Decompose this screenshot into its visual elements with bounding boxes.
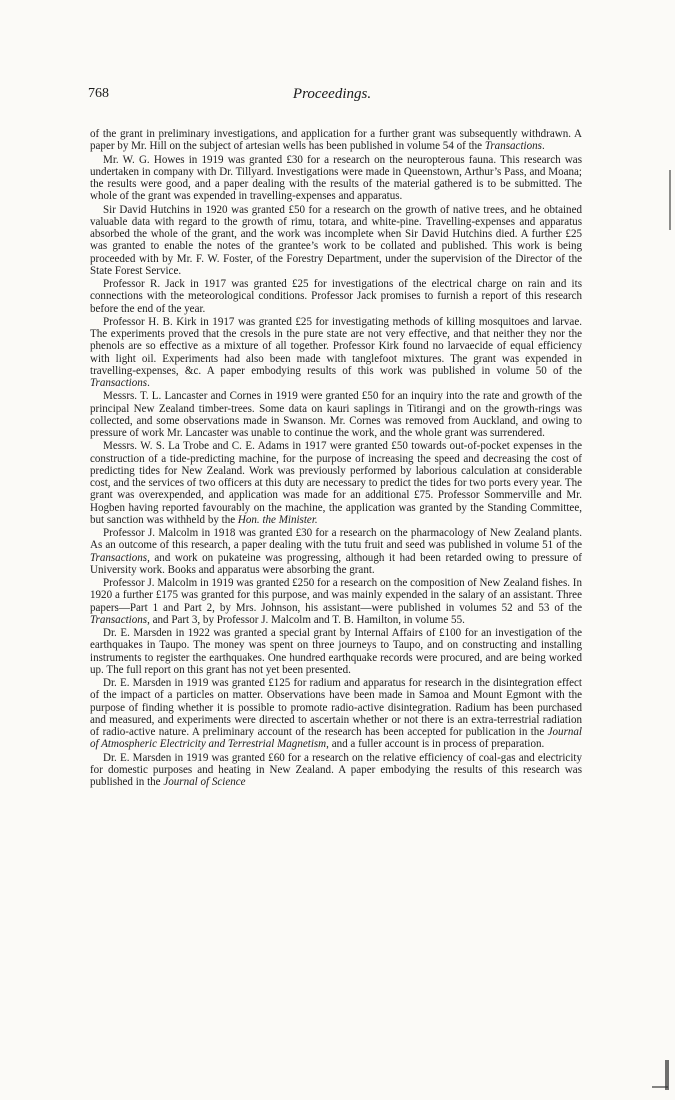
text-run: Professor R. Jack in 1917 was granted £25 for investigations of the electrical charge on rain and its connections with the meteorological conditions. Professor Jack promises to furnish a report of this research before the end of the year. bbox=[90, 278, 582, 315]
italic-text: Journal of Science bbox=[163, 776, 246, 788]
text-run: Dr. E. Marsden in 1922 was granted a special grant by Internal Affairs of £100 for an investigation of the earthquakes in Taupo. The money was spent on three journeys to Taupo, and on constructing and installing instruments to register the earthquakes. One hundred earthquake records were procured, and are being worked up. The full report on this grant has not yet been presented. bbox=[90, 627, 582, 676]
text-run: , and work on pukateine was progressing, although it had been retarded owing to pressure of University work. Books and apparatus were absorbing the grant. bbox=[90, 551, 582, 576]
paragraph bbox=[90, 627, 582, 676]
body-text bbox=[90, 128, 582, 789]
paragraph bbox=[90, 128, 582, 153]
italic-text: Transactions bbox=[90, 613, 148, 626]
italic-text: Journal of Atmospheric Electricity and Terrestrial Magnetism bbox=[90, 726, 582, 751]
italic-text: Transactions bbox=[90, 551, 148, 564]
text-run: Professor J. Malcolm in 1919 was granted £250 for a research on the composition of New Zealand fishes. In 1920 a further £175 was granted for this purpose, and was mainly expended in the salary of an assistant. Three papers—Part 1 and Part 2, by Mrs. Johnson, his assistant—were published in volumes 52 and 53 of the bbox=[90, 577, 582, 614]
margin-mark bbox=[669, 170, 671, 230]
text-run: . bbox=[541, 140, 545, 153]
page-number: 768 bbox=[88, 86, 109, 101]
text-run: Professor H. B. Kirk in 1917 was granted £25 for investigating methods of killing mosquitoes and larvae. The experiments proved that the cresols in the pure state are not very effective, and that neither they nor the phenols are so effective as a mixture of all together. Professor Kirk found no larvaecide of equal efficiency with light oil. Experiments had also been made with tanglefoot mixtures. The grant was expended in travelling-expenses, &c. A paper embodying results of this work was published in volume 50 of the bbox=[90, 315, 582, 377]
text-run: Sir David Hutchins in 1920 was granted £50 for a research on the growth of native trees, and he obtained valuable data with regard to the growth of rimu, totara, and white-pine. Travelling-expenses and apparatus absorbed the whole of the grant, and the work was incomplete when Sir David Hutchins died. A further £25 was granted to enable the notes of the grantee’s work to be collated and published. This work is being proceeded with by Mr. F. W. Foster, of the Forestry Department, under the supervision of the Director of the State Forest Service. bbox=[90, 203, 582, 277]
text-run: Dr. E. Marsden in 1919 was granted £125 for radium and apparatus for research in the disintegration effect of the impact of a particles on matter. Observations have been made in Samoa and Mount Egmont with the purpose of finding whether it is possible to promote radio-active disintegration. Radium has been purchased and measured, and experiments were directed to ascertain whether or not there is an extra-terrestrial radiation of radio-active nature. A preliminary account of the research has been accepted for publication in the bbox=[90, 677, 582, 738]
paragraph bbox=[90, 154, 582, 203]
paragraph bbox=[90, 390, 582, 439]
text-run: Dr. E. Marsden in 1919 was granted £60 for a research on the relative efficiency of coal-gas and electricity for domestic purposes and heating in New Zealand. A paper embodying the results of this research was published in the bbox=[90, 751, 582, 788]
text-run: Mr. W. G. Howes in 1919 was granted £30 for a research on the neuropterous fauna. This research was undertaken in company with Dr. Tillyard. Investigations were made in Queenstown, Arthur’s Pass, and Moana; the results were good, and a paper dealing with the results of the material gathered is to be submitted. The whole of the grant was expended in travelling-expenses and apparatus. bbox=[90, 153, 582, 203]
text-run: Professor J. Malcolm in 1918 was granted £30 for a research on the pharmacology of New Zealand plants. As an outcome of this research, a paper dealing with the tutu fruit and seed was published in volume 51 of the bbox=[90, 527, 582, 552]
italic-text: Hon. the Minister. bbox=[237, 513, 318, 526]
paragraph bbox=[90, 677, 582, 751]
running-title: Proceedings. bbox=[292, 86, 372, 102]
paragraph bbox=[90, 577, 582, 626]
text-run: , and Part 3, by Professor J. Malcolm and T. B. Hamilton, in volume 55. bbox=[147, 613, 465, 626]
paragraph bbox=[90, 204, 582, 278]
text-run: Messrs. T. L. Lancaster and Cornes in 1919 were granted £50 for an inquiry into the rate and growth of the principal New Zealand timber-trees. Some data on kauri saplings in Titirangi and on the growth-rings was collected, and some observations made in Swanson. Mr. Cornes was removed from Auckland, and owing to pressure of work Mr. Lancaster was unable to continue the work, and the whole grant was surrendered. bbox=[90, 390, 582, 439]
text-run: Messrs. W. S. La Trobe and C. E. Adams in 1917 were granted £50 towards out-of-pocket expenses in the construction of a tide-predicting machine, for the purpose of increasing the speed and decreasing the cost of predicting tides for New Zealand. Work was previously performed by laborious calculation at considerable cost, and the services of two officers at this duty are necessary to predict the tides for two ports every year. The grant was overexpended, and application was made for an additional £75. Professor Sommerville and Mr. Hogben having reported favourably on the machine, the application was granted by the Standing Committee, but sanction was withheld by the bbox=[90, 440, 582, 526]
text-run: , and a fuller account is in process of preparation. bbox=[326, 738, 545, 751]
text-run: of the grant in preliminary investigations, and application for a further grant was subsequently withdrawn. A paper by Mr. Hill on the subject of artesian wells has been published in volume 54 of the bbox=[90, 128, 582, 153]
paragraph bbox=[90, 752, 582, 789]
page-header bbox=[88, 86, 576, 106]
margin-mark bbox=[652, 1086, 668, 1088]
italic-text: Transactions bbox=[90, 377, 148, 389]
paragraph bbox=[90, 527, 582, 576]
paragraph bbox=[90, 316, 582, 390]
paragraph bbox=[90, 278, 582, 315]
paragraph bbox=[90, 440, 582, 526]
italic-text: Transactions bbox=[484, 140, 542, 153]
text-run: . bbox=[147, 377, 150, 389]
